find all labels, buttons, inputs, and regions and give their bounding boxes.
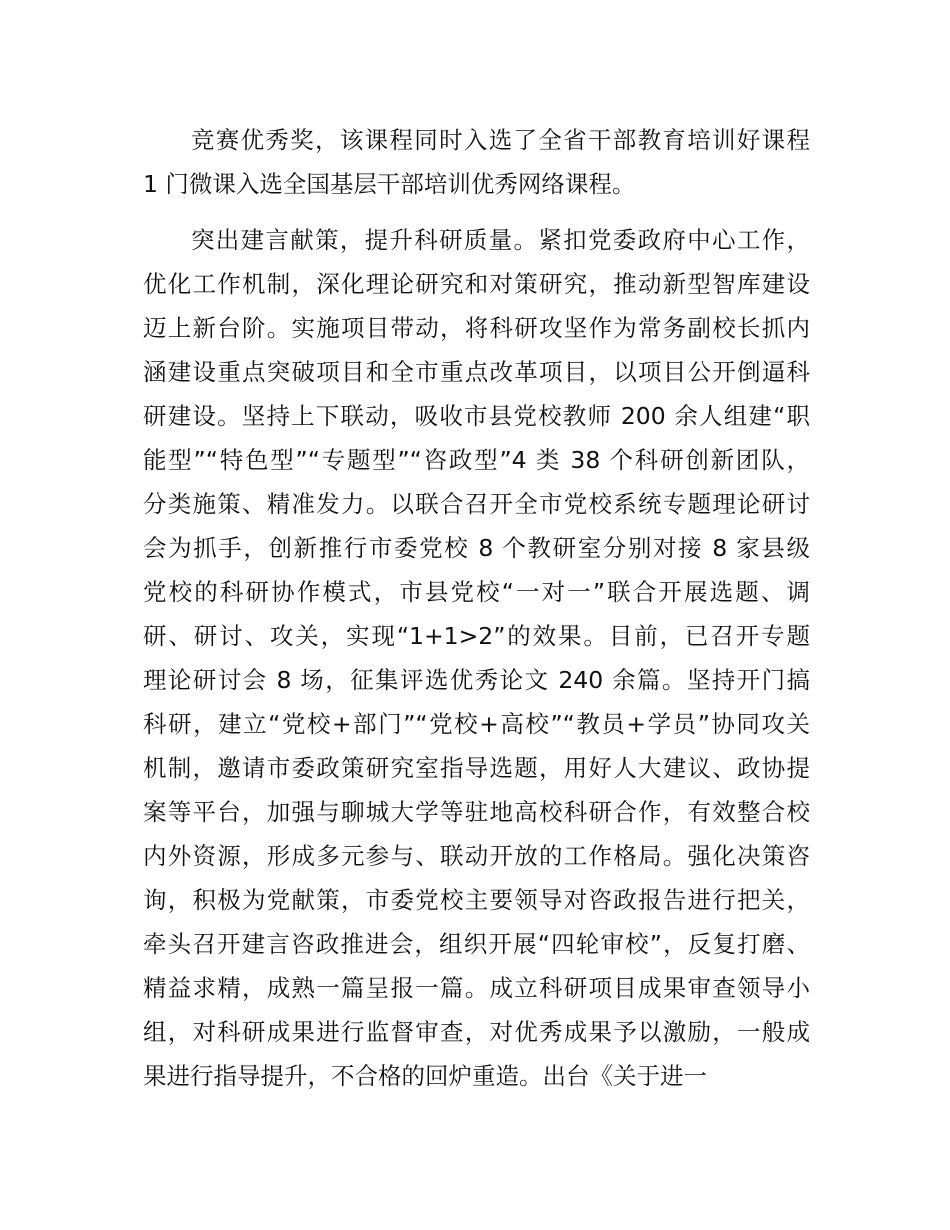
text-line: 涵建设重点突破项目和全市重点改革项目，以项目公开倒逼科 [143,358,810,386]
text-line: 能型”“特色型”“专题型”“咨政型”4 类 38 个科研创新团队， [143,446,810,474]
text-line: 科研，建立“党校+部门”“党校+高校”“教员+学员”协同攻关 [143,710,810,738]
text-line: 机制，邀请市委政策研究室指导选题，用好人大建议、政协提 [143,754,810,782]
text-line: 迈上新台阶。实施项目带动，将科研攻坚作为常务副校长抓内 [143,314,810,342]
text-line: 组，对科研成果进行监督审查，对优秀成果予以激励，一般成 [143,1018,810,1046]
text-line: 理论研讨会 8 场，征集评选优秀论文 240 余篇。坚持开门搞 [143,666,810,694]
text-line: 突出建言献策，提升科研质量。紧扣党委政府中心工作， [191,226,810,254]
text-line: 牵头召开建言咨政推进会，组织开展“四轮审校”，反复打磨、 [143,930,810,958]
text-line: 案等平台，加强与聊城大学等驻地高校科研合作，有效整合校 [143,798,810,826]
text-line: 分类施策、精准发力。以联合召开全市党校系统专题理论研讨 [143,490,810,518]
text-line: 竞赛优秀奖，该课程同时入选了全省干部教育培训好课程 [191,126,810,154]
text-line: 优化工作机制，深化理论研究和对策研究，推动新型智库建设 [143,270,810,298]
text-line: 精益求精，成熟一篇呈报一篇。成立科研项目成果审查领导小 [143,974,810,1002]
text-line: 研、研讨、攻关，实现“1+1>2”的效果。目前，已召开专题 [143,622,810,650]
text-line: 会为抓手，创新推行市委党校 8 个教研室分别对接 8 家县级 [143,534,810,562]
text-line: 党校的科研协作模式，市县党校“一对一”联合开展选题、调 [143,578,810,606]
text-line: 1 门微课入选全国基层干部培训优秀网络课程。 [143,170,636,198]
text-line: 询，积极为党献策，市委党校主要领导对咨政报告进行把关， [143,886,810,914]
text-line: 果进行指导提升，不合格的回炉重造。出台《关于进一 [143,1062,707,1090]
text-line: 内外资源，形成多元参与、联动开放的工作格局。强化决策咨 [143,842,810,870]
text-line: 研建设。坚持上下联动，吸收市县党校教师 200 余人组建“职 [143,402,810,430]
